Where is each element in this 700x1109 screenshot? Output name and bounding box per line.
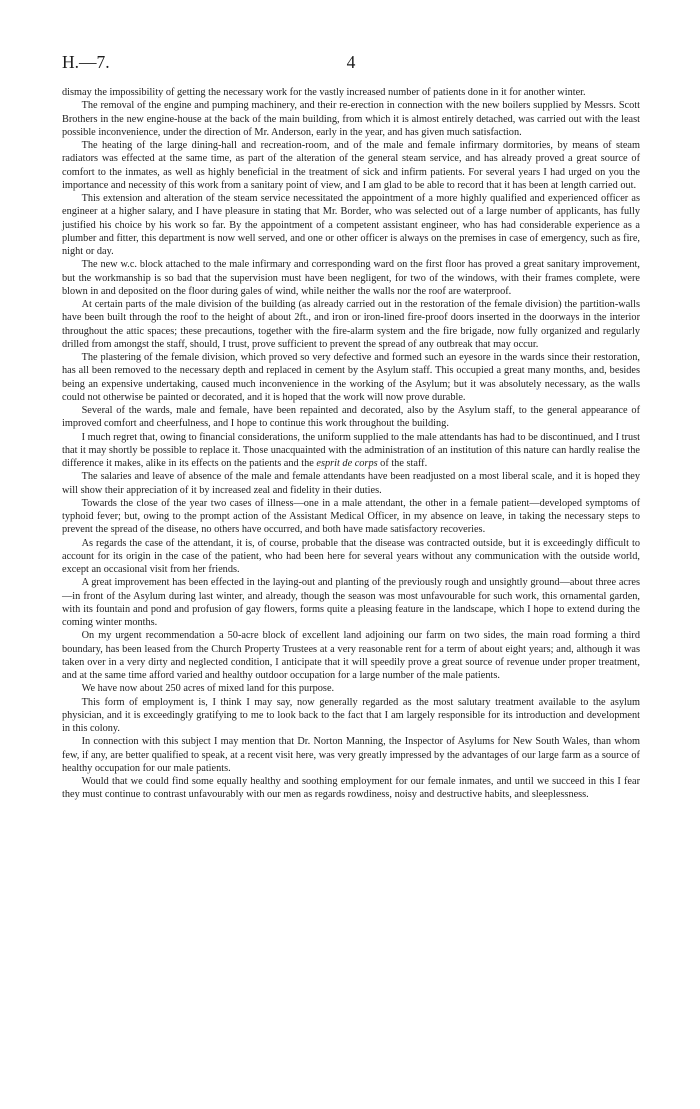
paragraph-4: This extension and alteration of the steam service necessitated the appointment of a more highly qualified and experienced officer as engineer at a higher salary, and I have pleasure in stating that Mr. Border, who was selected out of a large number of applicants, has fully justified his choice by his work so far. By the appointment of a competent assistant engineer, who has had considerable experience as a plumber and fitter, this department is now well served, and one or other officer is always on the premises in case of emergency, such as fire, night or day. bbox=[62, 193, 640, 257]
paragraph-3: The heating of the large dining-hall and recreation-room, and of the male and female infirmary dormitories, by means of steam radiators was effected at the same time, as part of the alteration of the general steam service, and has already proved a great source of comfort to the inmates, as well as highly beneficial in the treatment of sick and infirm patients. For several years I had urged on you the importance and necessity of this work from a sanitary point of view, and I am glad to be able to record that it has been at length carried out. bbox=[62, 140, 640, 191]
page-number: 4 bbox=[346, 52, 356, 72]
paragraph-2: The removal of the engine and pumping machinery, and their re-erection in connection with the new boilers supplied by Messrs. Scott Brothers in the new engine-house at the back of the main building, from which it is almost entirely detached, was carried out with the least possible inconvenience, under the direction of Mr. Anderson, early in the year, and has given much satisfaction. bbox=[62, 100, 640, 138]
paragraph-16: This form of employment is, I think I may say, now generally regarded as the most salutary treatment available to the asylum physician, and it is exceedingly gratifying to me to look back to the fact that I am largely responsible for its introduction and development in this colony. bbox=[62, 696, 640, 734]
paragraph-17: In connection with this subject I may mention that Dr. Norton Manning, the Inspector of Asylums for New South Wales, than whom few, if any, are better qualified to speak, at a recent visit here, was very greatly impressed by the advantages of our large farm as a source of healthy occupation for our male patients. bbox=[62, 736, 640, 774]
page-header bbox=[62, 52, 640, 78]
document-reference: H.—7. bbox=[62, 52, 110, 72]
paragraph-7: The plastering of the female division, which proved so very defective and formed such an eyesore in the wards since their restoration, has all been removed to the necessary depth and replaced in cement by the Asylum staff. This occupied a great many months, and, besides being an expensive undertaking, caused much inconvenience in the working of the Asylum; but it was absolutely necessary, as the walls could not otherwise be painted or decorated, and it is hoped that the work will now prove durable. bbox=[62, 352, 640, 403]
paragraph-18: Would that we could find some equally healthy and soothing employment for our female inmates, and until we succeed in this I fear they must continue to contrast unfavourably with our men as regards rowdiness, noisy and destructive habits, and sleeplessness. bbox=[62, 776, 640, 801]
report-body bbox=[62, 86, 640, 802]
paragraph-11: Towards the close of the year two cases of illness—one in a male attendant, the other in a female patient—developed symptoms of typhoid fever; but, owing to the prompt action of the Assistant Medical Officer, in my absence on leave, in taking the necessary steps to prevent the spread of the disease, no others have occurred, and both have made satisfactory recoveries. bbox=[62, 497, 640, 536]
paragraph-9-text-after: of the staff. bbox=[377, 458, 428, 469]
paragraph-6: At certain parts of the male division of the building (as already carried out in the restoration of the female division) the partition-walls have been built through the roof to the height of about 2ft., and iron or iron-lined fire-proof doors inserted in the doorways in the interior throughout the attic spaces; these precautions, together with the fire-alarm system and the fire brigade, now fully organized and regularly drilled from amongst the staff, should, I trust, prove sufficient to prevent the spread of any outbreak that may occur. bbox=[62, 299, 640, 350]
paragraph-14: On my urgent recommendation a 50-acre block of excellent land adjoining our farm on two sides, the main road forming a third boundary, has been leased from the Church Property Trustees at a very reasonable rent for a term of about eight years; and, although it was taken over in a very dirty and neglected condition, I anticipate that it will speedily prove a great source of revenue under proper treatment, and at the same time afford varied and healthy outdoor occupation for a large number of the male patients. bbox=[62, 630, 640, 681]
paragraph-8: Several of the wards, male and female, have been repainted and decorated, also by the Asylum staff, to the general appearance of improved comfort and cheerfulness, and I hope to continue this work throughout the building. bbox=[62, 405, 640, 430]
paragraph-9-italic-phrase: esprit de corps bbox=[316, 458, 378, 469]
paragraph-13: A great improvement has been effected in the laying-out and planting of the previously rough and unsightly ground—about three acres—in front of the Asylum during last winter, and already, though the season was most unfavourable for such work, this ornamental garden, with its fountain and pond and profusion of gay flowers, forms quite a pleasing feature in the landscape, which I hope to extend during the coming winter months. bbox=[62, 577, 640, 628]
paragraph-9 bbox=[62, 431, 640, 471]
paragraph-5: The new w.c. block attached to the male infirmary and corresponding ward on the first floor has proved a great sanitary improvement, but the workmanship is so bad that the supervision must have been negligent, for two of the windows, with their frames complete, were blown in and deposited on the floor during gales of wind, while neither the walls nor the roof are waterproof. bbox=[62, 259, 640, 297]
paragraph-1: dismay the impossibility of getting the necessary work for the vastly increased number of patients done in it for another winter. bbox=[62, 87, 586, 98]
paragraph-12: As regards the case of the attendant, it is, of course, probable that the disease was contracted outside, but it is exceedingly difficult to account for its origin in the case of the patient, who had been here for several years without any communication with the outside world, except an occasional visit from her friends. bbox=[62, 537, 640, 575]
paragraph-15: We have now about 250 acres of mixed land for this purpose. bbox=[81, 683, 335, 695]
paragraph-9-text-before: I much regret that, owing to financial considerations, the uniform supplied to the male attendants has had to be discontinued, and I trust that it may shortly be possible to replace it. Those unacquainted with the administration of an institution of this nature can hardly realise the difference it makes, alike in its effects on the patients and the bbox=[62, 431, 640, 469]
paragraph-10: The salaries and leave of absence of the male and female attendants have been readjusted on a most liberal scale, and it is hoped they will show their appreciation of it by increased zeal and fidelity in their duties. bbox=[62, 471, 640, 496]
